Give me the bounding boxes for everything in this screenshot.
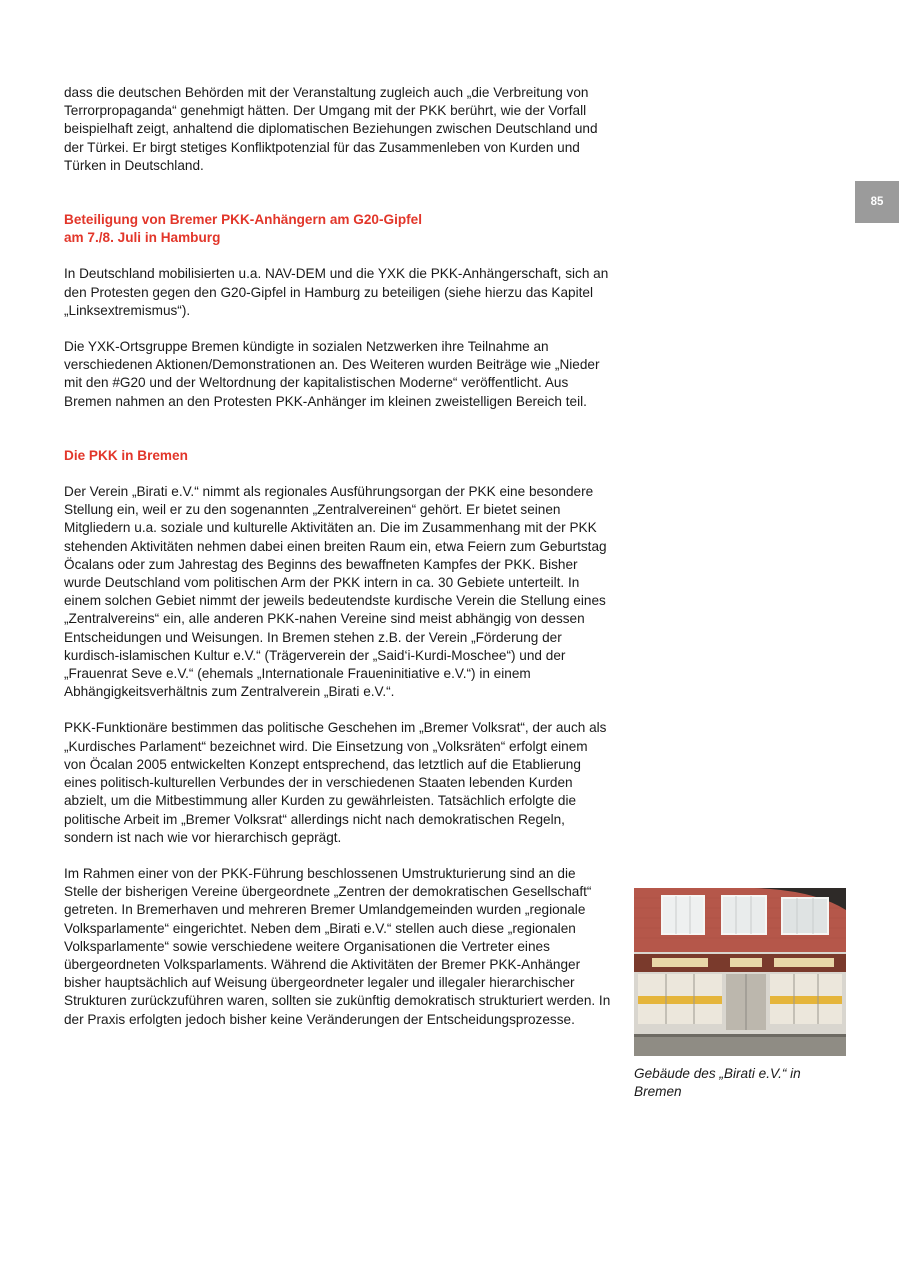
bremen-paragraph-2: PKK-Funktionäre bestimmen das politische Geschehen im „Bremer Volksrat“, der auch als „Kurdisches Parlament“ bezeichnet wird. Die Einsetzung von „Volksräten“ erfolgt einem von Öcalan 2005 entwickelten Konzept entsprechend, das letztlich auf die Etablierung eines politisch-kulturellen Verbundes der in verschiedenen Staaten lebenden Kurden abzielt, um die Mitbestimmung aller Kurden zu gewährleisten. Tatsächlich erfolgte die politische Arbeit im „Bremer Volksrat“ allerdings nicht nach demokratischen Regeln, sondern ist nach wie vor hierarchisch geprägt. <box>64 720 607 845</box>
g20-paragraph-2: Die YXK-Ortsgruppe Bremen kündigte in sozialen Netzwerken ihre Teilnahme an verschiedenen Aktionen/Demonstrationen an. Des Weiteren wurden Beiträge wie „Nieder mit den #G20 und der Weltordnung der kapitalistischen Moderne“ veröffentlicht. Aus Bremen nahmen an den Protesten PKK-Anhänger im kleinen zweistelligen Bereich teil. <box>64 339 600 409</box>
section-heading-g20-line2: am 7./8. Juli in Hamburg <box>64 230 221 246</box>
sidewalk <box>634 1034 846 1056</box>
intro-paragraph: dass die deutschen Behörden mit der Veranstaltung zugleich auch „die Verbreitung von Terrorpropaganda“ genehmigt hätten. Der Umgang mit der PKK berührt, wie der Vorfall beispielhaft zeigt, anhaltend die diplomatischen Beziehungen zwischen Deutschland und der Türkei. Er birgt stetiges Konfliktpotenzial für das Zusammenleben von Kurden und Türken in Deutschland. <box>64 85 598 173</box>
spacer <box>64 193 612 211</box>
upper-windows <box>662 896 828 934</box>
page-number: 85 <box>870 196 884 208</box>
section-heading-g20 <box>64 211 612 247</box>
page-number-badge <box>855 181 899 223</box>
section-heading-bremen: Die PKK in Bremen <box>64 447 188 463</box>
g20-paragraph-1: In Deutschland mobilisierten u.a. NAV-DEM und die YXK die PKK-Anhängerschaft, sich an den Protesten gegen den G20-Gipfel in Hamburg zu beteiligen (siehe hierzu das Kapitel „Linksextremismus“). <box>64 266 609 318</box>
main-text-column <box>64 84 612 1047</box>
bremen-paragraph-3: Im Rahmen einer von der PKK-Führung beschlossenen Umstrukturierung sind an die Stelle der bisherigen Vereine übergeordnete „Zentren der demokratischen Gesellschaft“ getreten. In Bremerhaven und mehreren Bremer Umlandgemeinden wurden „regionale Volksparlamente“ eingerichtet. Neben dem „Birati e.V.“ stellen auch diese „regionalen Volksparlamente“ sowie verschiedene weitere Organisationen die Vertreter eines übergeordneten Volksparlaments. Während die Aktivitäten der Bremer PKK-Anhänger bisher hauptsächlich auf Weisung übergeordneter legaler und illegaler hierarchischer Strukturen zurückzuführen waren, sollten sie zukünftig demokratisch strukturiert werden. In der Praxis erfolgten jedoch bisher keine Veränderungen der Entscheidungsprozesse. <box>64 865 611 1027</box>
section-heading-g20-line1: Beteiligung von Bremer PKK-Anhängern am G20-Gipfel <box>64 212 423 228</box>
figure-caption: Gebäude des „Birati e.V.“ in Bremen <box>634 1066 801 1100</box>
shop-signs <box>652 958 834 967</box>
spacer <box>64 429 612 447</box>
bremen-paragraph-1: Der Verein „Birati e.V.“ nimmt als regionales Ausführungsorgan der PKK eine besondere Stellung ein, weil er zu den sogenannten „Zentralvereinen“ gehört. Er bietet seinen Mitgliedern u.a. soziale und kulturelle Aktivitäten an. Die im Zusammenhang mit der PKK stehenden Aktivitäten nehmen dabei einen breiten Raum ein, etwa Feiern zum Geburtstag Öcalans oder zum Jahrestag des Beginns des bewaffneten Kampfes der PKK. Bisher wurde Deutschland vom politischen Arm der PKK intern in ca. 30 Gebiete unterteilt. In einem solchen Gebiet nimmt der jeweils bedeutendste kurdische Verein die Stellung eines „Zentralvereins“ ein, alle anderen PKK-nahen Vereine sind meist abhängig von dessen Entscheidungen und Weisungen. In Bremen stehen z.B. der Verein „Förderung der kurdisch-islamischen Kultur e.V.“ (Trägerverein der „Said‘i-Kurdi-Moschee“) und der „Frauenrat Seve e.V.“ (ehemals „Internationale Fraueninitiative e.V.“) in einem Abhängigkeitsverhältnis zum Zentralverein „Birati e.V.“. <box>64 484 607 700</box>
shop-windows <box>638 974 842 1030</box>
building-photo <box>634 888 846 1056</box>
